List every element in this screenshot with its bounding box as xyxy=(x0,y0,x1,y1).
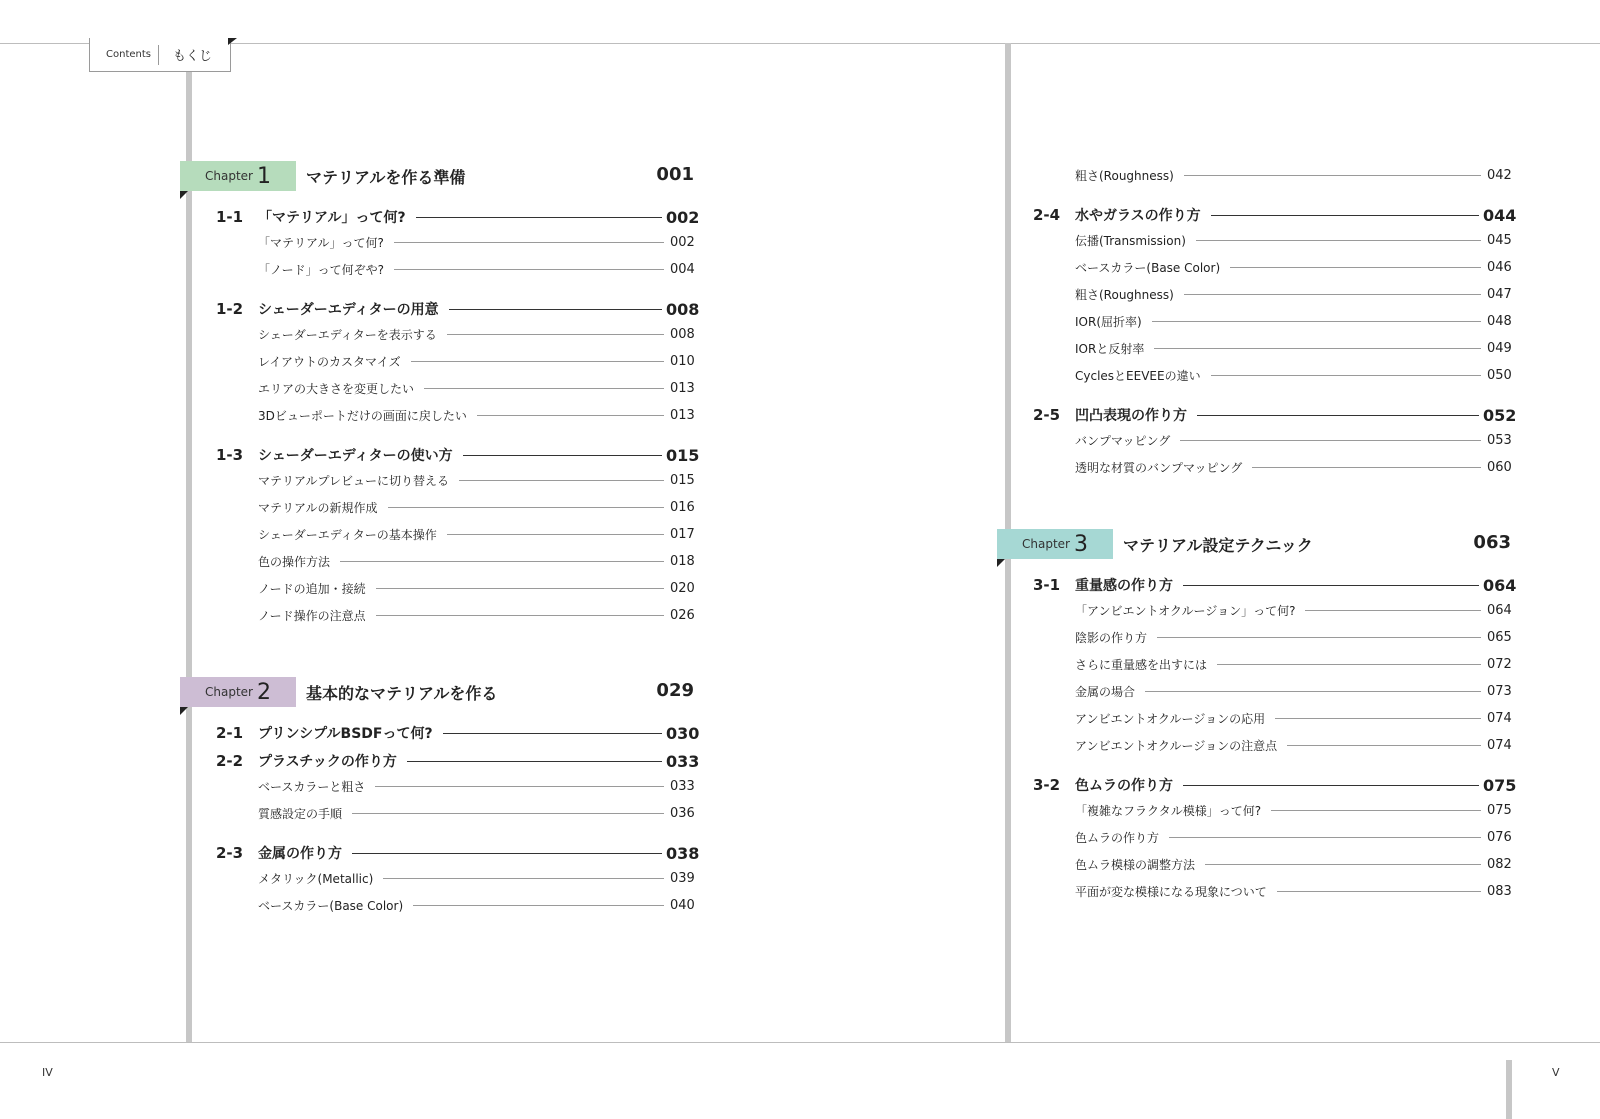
toc-item-page: 083 xyxy=(1487,884,1512,899)
section-title: プラスチックの作り方 xyxy=(258,754,397,770)
toc-item-page: 008 xyxy=(670,327,695,342)
section-title: 重量感の作り方 xyxy=(1075,578,1173,594)
toc-item-page: 045 xyxy=(1487,233,1512,248)
leader-line xyxy=(1230,267,1481,268)
section-number: 1-3 xyxy=(216,446,244,464)
leader-line xyxy=(375,786,664,787)
section-gap xyxy=(997,389,1511,399)
chapter-number: 2 xyxy=(256,679,271,705)
section-number: 3-1 xyxy=(1033,576,1061,594)
toc-item-page: 050 xyxy=(1487,368,1512,383)
toc-section[interactable] xyxy=(180,749,700,773)
leader-line xyxy=(443,733,662,734)
chapter-word: Chapter xyxy=(205,169,253,183)
section-page: 075 xyxy=(1483,775,1517,795)
toc-item-title: ベースカラーと粗さ xyxy=(258,780,366,794)
toc-item-page: 064 xyxy=(1487,603,1512,618)
toc-item-page: 047 xyxy=(1487,287,1512,302)
toc-item-page: 017 xyxy=(670,527,695,542)
toc-item-title: 色の操作方法 xyxy=(258,555,331,569)
toc-item[interactable] xyxy=(997,308,1511,335)
chapter-corner-mark xyxy=(180,191,188,199)
toc-item[interactable] xyxy=(180,402,694,429)
toc-item[interactable] xyxy=(180,375,694,402)
toc-item-title: バンプマッピング xyxy=(1075,434,1171,448)
chapter-word: Chapter xyxy=(205,685,253,699)
toc-item[interactable] xyxy=(180,467,694,494)
toc-section[interactable] xyxy=(997,573,1517,597)
leader-line xyxy=(1252,467,1481,468)
leader-line xyxy=(376,588,664,589)
toc-section[interactable] xyxy=(997,773,1517,797)
chapter-page: 029 xyxy=(656,680,694,701)
leader-line xyxy=(1145,691,1481,692)
section-page: 044 xyxy=(1483,205,1517,225)
toc-section[interactable] xyxy=(997,203,1517,227)
toc-section[interactable] xyxy=(180,205,700,229)
toc-item-page: 042 xyxy=(1487,168,1512,183)
section-number: 2-1 xyxy=(216,724,244,742)
toc-item-title: 質感設定の手順 xyxy=(258,807,343,821)
toc-item-title: 粗さ(Roughness) xyxy=(1075,288,1174,302)
toc-item-title: 金属の場合 xyxy=(1075,685,1136,699)
section-page: 033 xyxy=(666,751,700,771)
toc-section[interactable] xyxy=(180,721,700,745)
toc-item[interactable] xyxy=(997,454,1511,481)
toc-item[interactable] xyxy=(180,800,694,827)
toc-item[interactable] xyxy=(180,521,694,548)
toc-item-page: 040 xyxy=(670,898,695,913)
chapter-number: 1 xyxy=(256,163,271,189)
chapter-title: マテリアル設定テクニック xyxy=(1123,536,1313,555)
toc-item[interactable] xyxy=(997,732,1511,759)
toc-item-page: 010 xyxy=(670,354,695,369)
chapter-gap xyxy=(180,629,694,677)
toc-item-title: シェーダーエディターの基本操作 xyxy=(258,528,437,542)
toc-item-page: 020 xyxy=(670,581,695,596)
toc-section[interactable] xyxy=(997,403,1517,427)
leader-line xyxy=(352,853,662,854)
section-title: 「マテリアル」って何? xyxy=(258,210,406,226)
toc-item-title: メタリック(Metallic) xyxy=(258,872,374,886)
toc-item[interactable] xyxy=(997,678,1511,705)
toc-item-title: ベースカラー(Base Color) xyxy=(258,899,404,913)
leader-line xyxy=(477,415,664,416)
toc-item-title: ノード操作の注意点 xyxy=(258,609,366,623)
toc-item-page: 046 xyxy=(1487,260,1512,275)
toc-item-page: 015 xyxy=(670,473,695,488)
leader-line xyxy=(1183,585,1479,586)
toc-item-page: 075 xyxy=(1487,803,1512,818)
leader-line xyxy=(1211,215,1479,216)
section-page: 015 xyxy=(666,445,700,465)
toc-item-title: ノードの追加・接続 xyxy=(258,582,366,596)
toc-item-page: 016 xyxy=(670,500,695,515)
toc-item-title: 「マテリアル」って何? xyxy=(258,236,384,250)
section-page: 008 xyxy=(666,299,700,319)
toc-item-page: 033 xyxy=(670,779,695,794)
toc-item-title: IORと反射率 xyxy=(1075,342,1145,356)
leader-line xyxy=(1157,637,1481,638)
toc-item-page: 074 xyxy=(1487,711,1512,726)
chapter-page: 001 xyxy=(656,164,694,185)
toc-item[interactable] xyxy=(180,602,694,629)
toc-item-title: IOR(屈折率) xyxy=(1075,315,1142,329)
toc-item-page: 039 xyxy=(670,871,695,886)
right-edge-bar xyxy=(1506,1060,1512,1119)
leader-line xyxy=(411,361,664,362)
toc-item[interactable] xyxy=(997,281,1511,308)
chapter-heading[interactable] xyxy=(997,529,1511,559)
toc-item[interactable] xyxy=(180,575,694,602)
section-number: 2-5 xyxy=(1033,406,1061,424)
section-title: 水やガラスの作り方 xyxy=(1075,208,1201,224)
leader-line xyxy=(449,309,662,310)
toc-item-page: 049 xyxy=(1487,341,1512,356)
toc-item-page: 074 xyxy=(1487,738,1512,753)
toc-item-title: マテリアルの新規作成 xyxy=(258,501,378,515)
leader-line xyxy=(1217,664,1481,665)
toc-item[interactable] xyxy=(180,892,694,919)
toc-item-title: 粗さ(Roughness) xyxy=(1075,169,1174,183)
section-page: 038 xyxy=(666,843,700,863)
leader-line xyxy=(463,455,662,456)
leader-line xyxy=(1287,745,1481,746)
chapter-title: 基本的なマテリアルを作る xyxy=(306,684,498,703)
leader-line xyxy=(1211,375,1481,376)
toc-item[interactable] xyxy=(180,548,694,575)
leader-line xyxy=(1152,321,1481,322)
leader-line xyxy=(376,615,664,616)
toc-item[interactable] xyxy=(997,651,1511,678)
section-number: 1-1 xyxy=(216,208,244,226)
section-gap xyxy=(997,189,1511,199)
section-title: シェーダーエディターの用意 xyxy=(258,302,439,318)
toc-item[interactable] xyxy=(997,797,1511,824)
leader-line xyxy=(1196,240,1481,241)
toc-item[interactable] xyxy=(997,162,1511,189)
toc-item-page: 082 xyxy=(1487,857,1512,872)
toc-item[interactable] xyxy=(997,824,1511,851)
toc-item[interactable] xyxy=(180,865,694,892)
toc-item-title: 透明な材質のバンプマッピング xyxy=(1075,461,1243,475)
toc-section[interactable] xyxy=(180,297,700,321)
toc-item-title: エリアの大きさを変更したい xyxy=(258,382,415,396)
toc-item-title: CyclesとEEVEEの違い xyxy=(1075,369,1201,383)
toc-item-page: 004 xyxy=(670,262,695,277)
leader-line xyxy=(1305,610,1481,611)
toc-item-title: 色ムラ模様の調整方法 xyxy=(1075,858,1196,872)
section-number: 2-3 xyxy=(216,844,244,862)
leader-line xyxy=(1275,718,1481,719)
toc-item-title: 平面が変な模様になる現象について xyxy=(1075,885,1267,899)
toc-item-title: ベースカラー(Base Color) xyxy=(1075,261,1221,275)
toc-item-page: 013 xyxy=(670,381,695,396)
leader-line xyxy=(1271,810,1481,811)
leader-line xyxy=(1277,891,1481,892)
chapter-heading[interactable] xyxy=(180,677,694,707)
section-title: 凹凸表現の作り方 xyxy=(1075,408,1187,424)
leader-line xyxy=(416,217,662,218)
toc-item-title: アンビエントオクルージョンの注意点 xyxy=(1075,739,1278,753)
chapter-band xyxy=(180,161,296,191)
section-page: 030 xyxy=(666,723,700,743)
toc-item-page: 002 xyxy=(670,235,695,250)
section-title: プリンシプルBSDFって何? xyxy=(258,726,433,742)
toc-item-title: さらに重量感を出すには xyxy=(1075,658,1208,672)
toc-item-title: 3Dビューポートだけの画面に戻したい xyxy=(258,409,467,423)
section-title: シェーダーエディターの使い方 xyxy=(258,448,453,464)
chapter-heading[interactable] xyxy=(180,161,694,191)
leader-line xyxy=(1154,348,1481,349)
section-title: 色ムラの作り方 xyxy=(1075,778,1173,794)
leader-line xyxy=(1183,785,1479,786)
leader-line xyxy=(413,905,664,906)
toc-item-title: 「ノード」って何ぞや? xyxy=(258,263,385,277)
section-page: 064 xyxy=(1483,575,1517,595)
left-toc-column xyxy=(180,161,700,919)
toc-item[interactable] xyxy=(997,227,1511,254)
toc-item-title: マテリアルプレビューに切り替える xyxy=(258,474,450,488)
leader-line xyxy=(394,242,664,243)
section-gap xyxy=(180,283,694,293)
toc-item-page: 013 xyxy=(670,408,695,423)
chapter-title: マテリアルを作る準備 xyxy=(306,168,466,187)
toc-item[interactable] xyxy=(997,878,1511,905)
toc-section[interactable] xyxy=(180,841,700,865)
toc-item[interactable] xyxy=(180,321,694,348)
section-number: 3-2 xyxy=(1033,776,1061,794)
toc-item-page: 036 xyxy=(670,806,695,821)
top-rule xyxy=(0,43,1600,44)
leader-line xyxy=(340,561,664,562)
chapter-band xyxy=(180,677,296,707)
toc-item[interactable] xyxy=(997,705,1511,732)
toc-item-page: 065 xyxy=(1487,630,1512,645)
toc-item-page: 018 xyxy=(670,554,695,569)
toc-section[interactable] xyxy=(180,443,700,467)
leader-line xyxy=(1205,864,1481,865)
toc-item-title: シェーダーエディターを表示する xyxy=(258,328,437,342)
toc-item-title: レイアウトのカスタマイズ xyxy=(258,355,401,369)
page-folio-right: V xyxy=(1552,1066,1560,1079)
toc-item[interactable] xyxy=(180,348,694,375)
toc-item[interactable] xyxy=(997,362,1511,389)
toc-item-title: 色ムラの作り方 xyxy=(1075,831,1160,845)
leader-line xyxy=(1169,837,1481,838)
toc-item-title: 「アンビエントオクルージョン」って何? xyxy=(1075,604,1296,618)
leader-line xyxy=(459,480,664,481)
section-page: 002 xyxy=(666,207,700,227)
toc-item-page: 073 xyxy=(1487,684,1512,699)
leader-line xyxy=(383,878,664,879)
leader-line xyxy=(1184,294,1481,295)
section-gap xyxy=(997,759,1511,769)
leader-line xyxy=(1180,440,1481,441)
chapter-gap xyxy=(997,481,1511,529)
contents-label-en: Contents xyxy=(106,49,151,60)
contents-label-ja: もくじ xyxy=(173,49,213,64)
toc-item-page: 048 xyxy=(1487,314,1512,329)
section-number: 2-2 xyxy=(216,752,244,770)
leader-line xyxy=(407,761,662,762)
toc-item-title: 「複雑なフラクタル模様」って何? xyxy=(1075,804,1262,818)
bottom-rule xyxy=(0,1042,1600,1043)
chapter-page: 063 xyxy=(1473,532,1511,553)
leader-line xyxy=(1197,415,1479,416)
section-page: 052 xyxy=(1483,405,1517,425)
toc-item[interactable] xyxy=(180,773,694,800)
right-toc-column xyxy=(997,162,1517,905)
toc-item-title: アンビエントオクルージョンの応用 xyxy=(1075,712,1266,726)
chapter-corner-mark xyxy=(180,707,188,715)
toc-item[interactable] xyxy=(180,256,694,283)
chapter-word: Chapter xyxy=(1022,537,1070,551)
leader-line xyxy=(424,388,664,389)
toc-item-page: 060 xyxy=(1487,460,1512,475)
leader-line xyxy=(394,269,664,270)
toc-item[interactable] xyxy=(997,335,1511,362)
leader-line xyxy=(447,334,664,335)
toc-item[interactable] xyxy=(997,597,1511,624)
toc-item[interactable] xyxy=(997,254,1511,281)
toc-item[interactable] xyxy=(180,229,694,256)
chapter-band xyxy=(997,529,1113,559)
toc-item-page: 053 xyxy=(1487,433,1512,448)
toc-item-page: 072 xyxy=(1487,657,1512,672)
toc-item[interactable] xyxy=(180,494,694,521)
leader-line xyxy=(352,813,664,814)
contents-tab xyxy=(89,38,231,72)
leader-line xyxy=(447,534,664,535)
leader-line xyxy=(1184,175,1481,176)
leader-line xyxy=(388,507,664,508)
page-folio-left: IV xyxy=(42,1066,53,1079)
toc-item-title: 陰影の作り方 xyxy=(1075,631,1148,645)
toc-item-page: 076 xyxy=(1487,830,1512,845)
section-gap xyxy=(180,827,694,837)
section-number: 2-4 xyxy=(1033,206,1061,224)
tab-corner-mark xyxy=(228,38,237,45)
chapter-corner-mark xyxy=(997,559,1005,567)
toc-item-title: 伝播(Transmission) xyxy=(1075,234,1186,248)
toc-item[interactable] xyxy=(997,427,1511,454)
section-number: 1-2 xyxy=(216,300,244,318)
toc-item-page: 026 xyxy=(670,608,695,623)
chapter-number: 3 xyxy=(1073,531,1088,557)
section-gap xyxy=(180,429,694,439)
toc-item[interactable] xyxy=(997,851,1511,878)
toc-item[interactable] xyxy=(997,624,1511,651)
section-title: 金属の作り方 xyxy=(258,846,342,862)
